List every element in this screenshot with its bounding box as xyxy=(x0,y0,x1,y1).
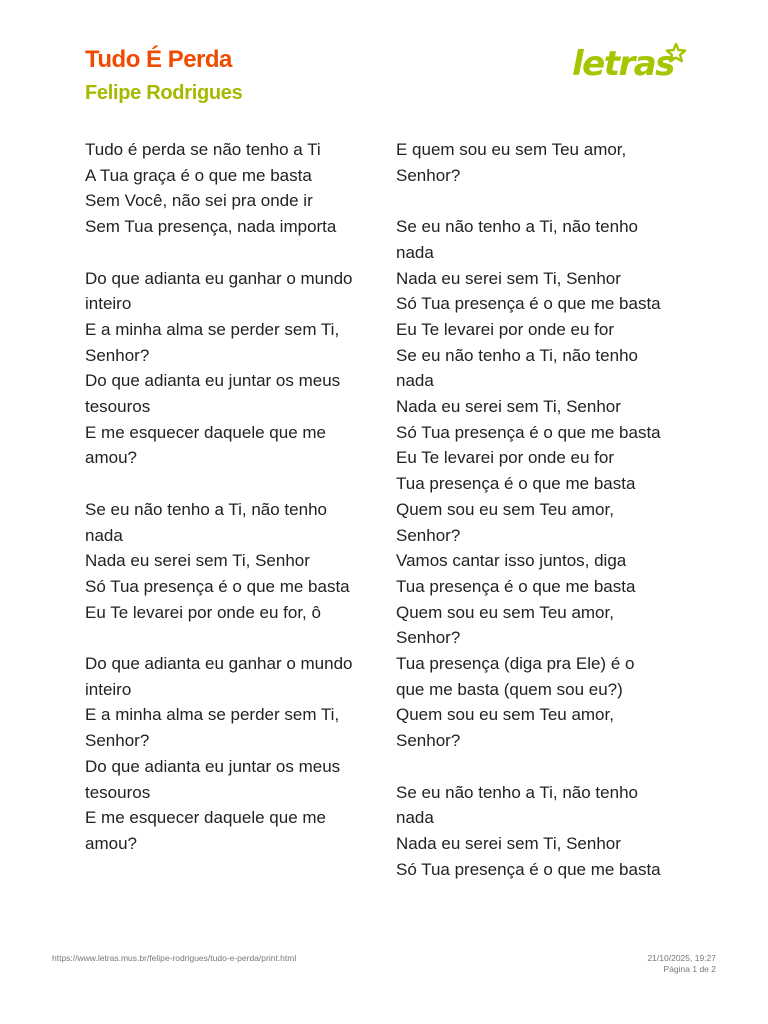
lyric-stanza xyxy=(85,266,380,472)
lyric-line: Eu Te levarei por onde eu for, ô xyxy=(85,602,321,622)
lyric-line: amou? xyxy=(85,833,137,853)
lyric-line: Se eu não tenho a Ti, não tenho xyxy=(396,782,638,802)
lyric-stanza xyxy=(396,780,696,883)
lyric-line: Tudo é perda se não tenho a Ti xyxy=(85,140,321,159)
lyric-line: Se eu não tenho a Ti, não tenho xyxy=(396,217,638,237)
lyric-line: Do que adianta eu juntar os meus xyxy=(85,756,341,776)
lyric-line: Do que adianta eu juntar os meus xyxy=(85,371,341,391)
lyric-line: nada xyxy=(396,371,434,391)
lyric-line: Do que adianta eu ganhar o mundo xyxy=(85,268,353,288)
lyric-stanza xyxy=(85,137,380,240)
lyric-line: nada xyxy=(396,808,434,828)
lyric-line: Senhor? xyxy=(85,345,150,365)
lyric-line: E a minha alma se perder sem Ti, xyxy=(85,319,340,339)
lyric-line: Tua presença é o que me basta xyxy=(396,576,636,596)
lyric-line: inteiro xyxy=(85,679,132,699)
lyric-line: Se eu não tenho a Ti, não tenho xyxy=(85,499,327,519)
lyric-line: Tua presença (diga pra Ele) é o xyxy=(396,654,635,674)
lyric-line: inteiro xyxy=(85,294,132,314)
letras-logo xyxy=(570,40,688,86)
lyric-line: E me esquecer daquele que me xyxy=(85,808,326,828)
lyrics-column-right xyxy=(396,137,696,908)
lyric-line: Eu Te levarei por onde eu for xyxy=(396,319,614,339)
lyric-line: Nada eu serei sem Ti, Senhor xyxy=(396,833,621,853)
footer-page-number: Página 1 de 2 xyxy=(663,964,716,974)
logo-wordmark: letras xyxy=(572,44,674,84)
lyric-line: Só Tua presença é o que me basta xyxy=(85,576,350,596)
lyric-line: E quem sou eu sem Teu amor, xyxy=(396,140,627,159)
lyric-line: Só Tua presença é o que me basta xyxy=(396,294,661,314)
lyric-stanza xyxy=(85,651,380,857)
footer-url: https://www.letras.mus.br/felipe-rodrigues/tudo-e-perda/print.html xyxy=(52,953,297,963)
lyric-line: Quem sou eu sem Teu amor, xyxy=(396,705,614,725)
lyric-line: Sem Tua presença, nada importa xyxy=(85,217,337,237)
lyric-line: Nada eu serei sem Ti, Senhor xyxy=(396,268,621,288)
lyrics-column-left xyxy=(85,137,380,882)
letras-logo-graphic xyxy=(570,40,688,86)
lyric-line: Vamos cantar isso juntos, diga xyxy=(396,551,627,571)
lyric-line: amou? xyxy=(85,448,137,468)
lyric-line: Nada eu serei sem Ti, Senhor xyxy=(85,551,310,571)
lyric-line: Quem sou eu sem Teu amor, xyxy=(396,602,614,622)
lyric-line: Só Tua presença é o que me basta xyxy=(396,859,661,879)
lyric-line: Só Tua presença é o que me basta xyxy=(396,422,661,442)
lyric-line: tesouros xyxy=(85,782,151,802)
footer-datetime: 21/10/2025, 19:27 xyxy=(647,953,716,963)
lyric-line: Sem Você, não sei pra onde ir xyxy=(85,191,313,211)
artist-name: Felipe Rodrigues xyxy=(85,82,243,104)
lyric-line: que me basta (quem sou eu?) xyxy=(396,679,623,699)
footer-meta xyxy=(647,953,716,975)
lyric-line: Senhor? xyxy=(396,165,461,185)
lyric-stanza xyxy=(85,497,380,626)
lyric-line: Se eu não tenho a Ti, não tenho xyxy=(396,345,638,365)
lyric-line: Quem sou eu sem Teu amor, xyxy=(396,499,614,519)
lyric-line: Nada eu serei sem Ti, Senhor xyxy=(396,397,621,417)
lyric-line: E a minha alma se perder sem Ti, xyxy=(85,705,340,725)
lyric-line: Senhor? xyxy=(396,628,461,648)
lyric-stanza xyxy=(396,137,696,188)
lyric-line: E me esquecer daquele que me xyxy=(85,422,326,442)
lyric-stanza xyxy=(396,214,696,754)
lyric-line: Eu Te levarei por onde eu for xyxy=(396,448,614,468)
lyric-line: tesouros xyxy=(85,397,151,417)
lyric-line: Senhor? xyxy=(85,731,150,751)
lyric-line: Senhor? xyxy=(396,525,461,545)
lyric-line: Tua presença é o que me basta xyxy=(396,474,636,494)
lyric-line: A Tua graça é o que me basta xyxy=(85,165,312,185)
lyric-line: nada xyxy=(85,525,123,545)
lyric-line: Do que adianta eu ganhar o mundo xyxy=(85,654,353,674)
lyric-line: nada xyxy=(396,242,434,262)
song-title: Tudo É Perda xyxy=(85,46,232,73)
lyric-line: Senhor? xyxy=(396,731,461,751)
